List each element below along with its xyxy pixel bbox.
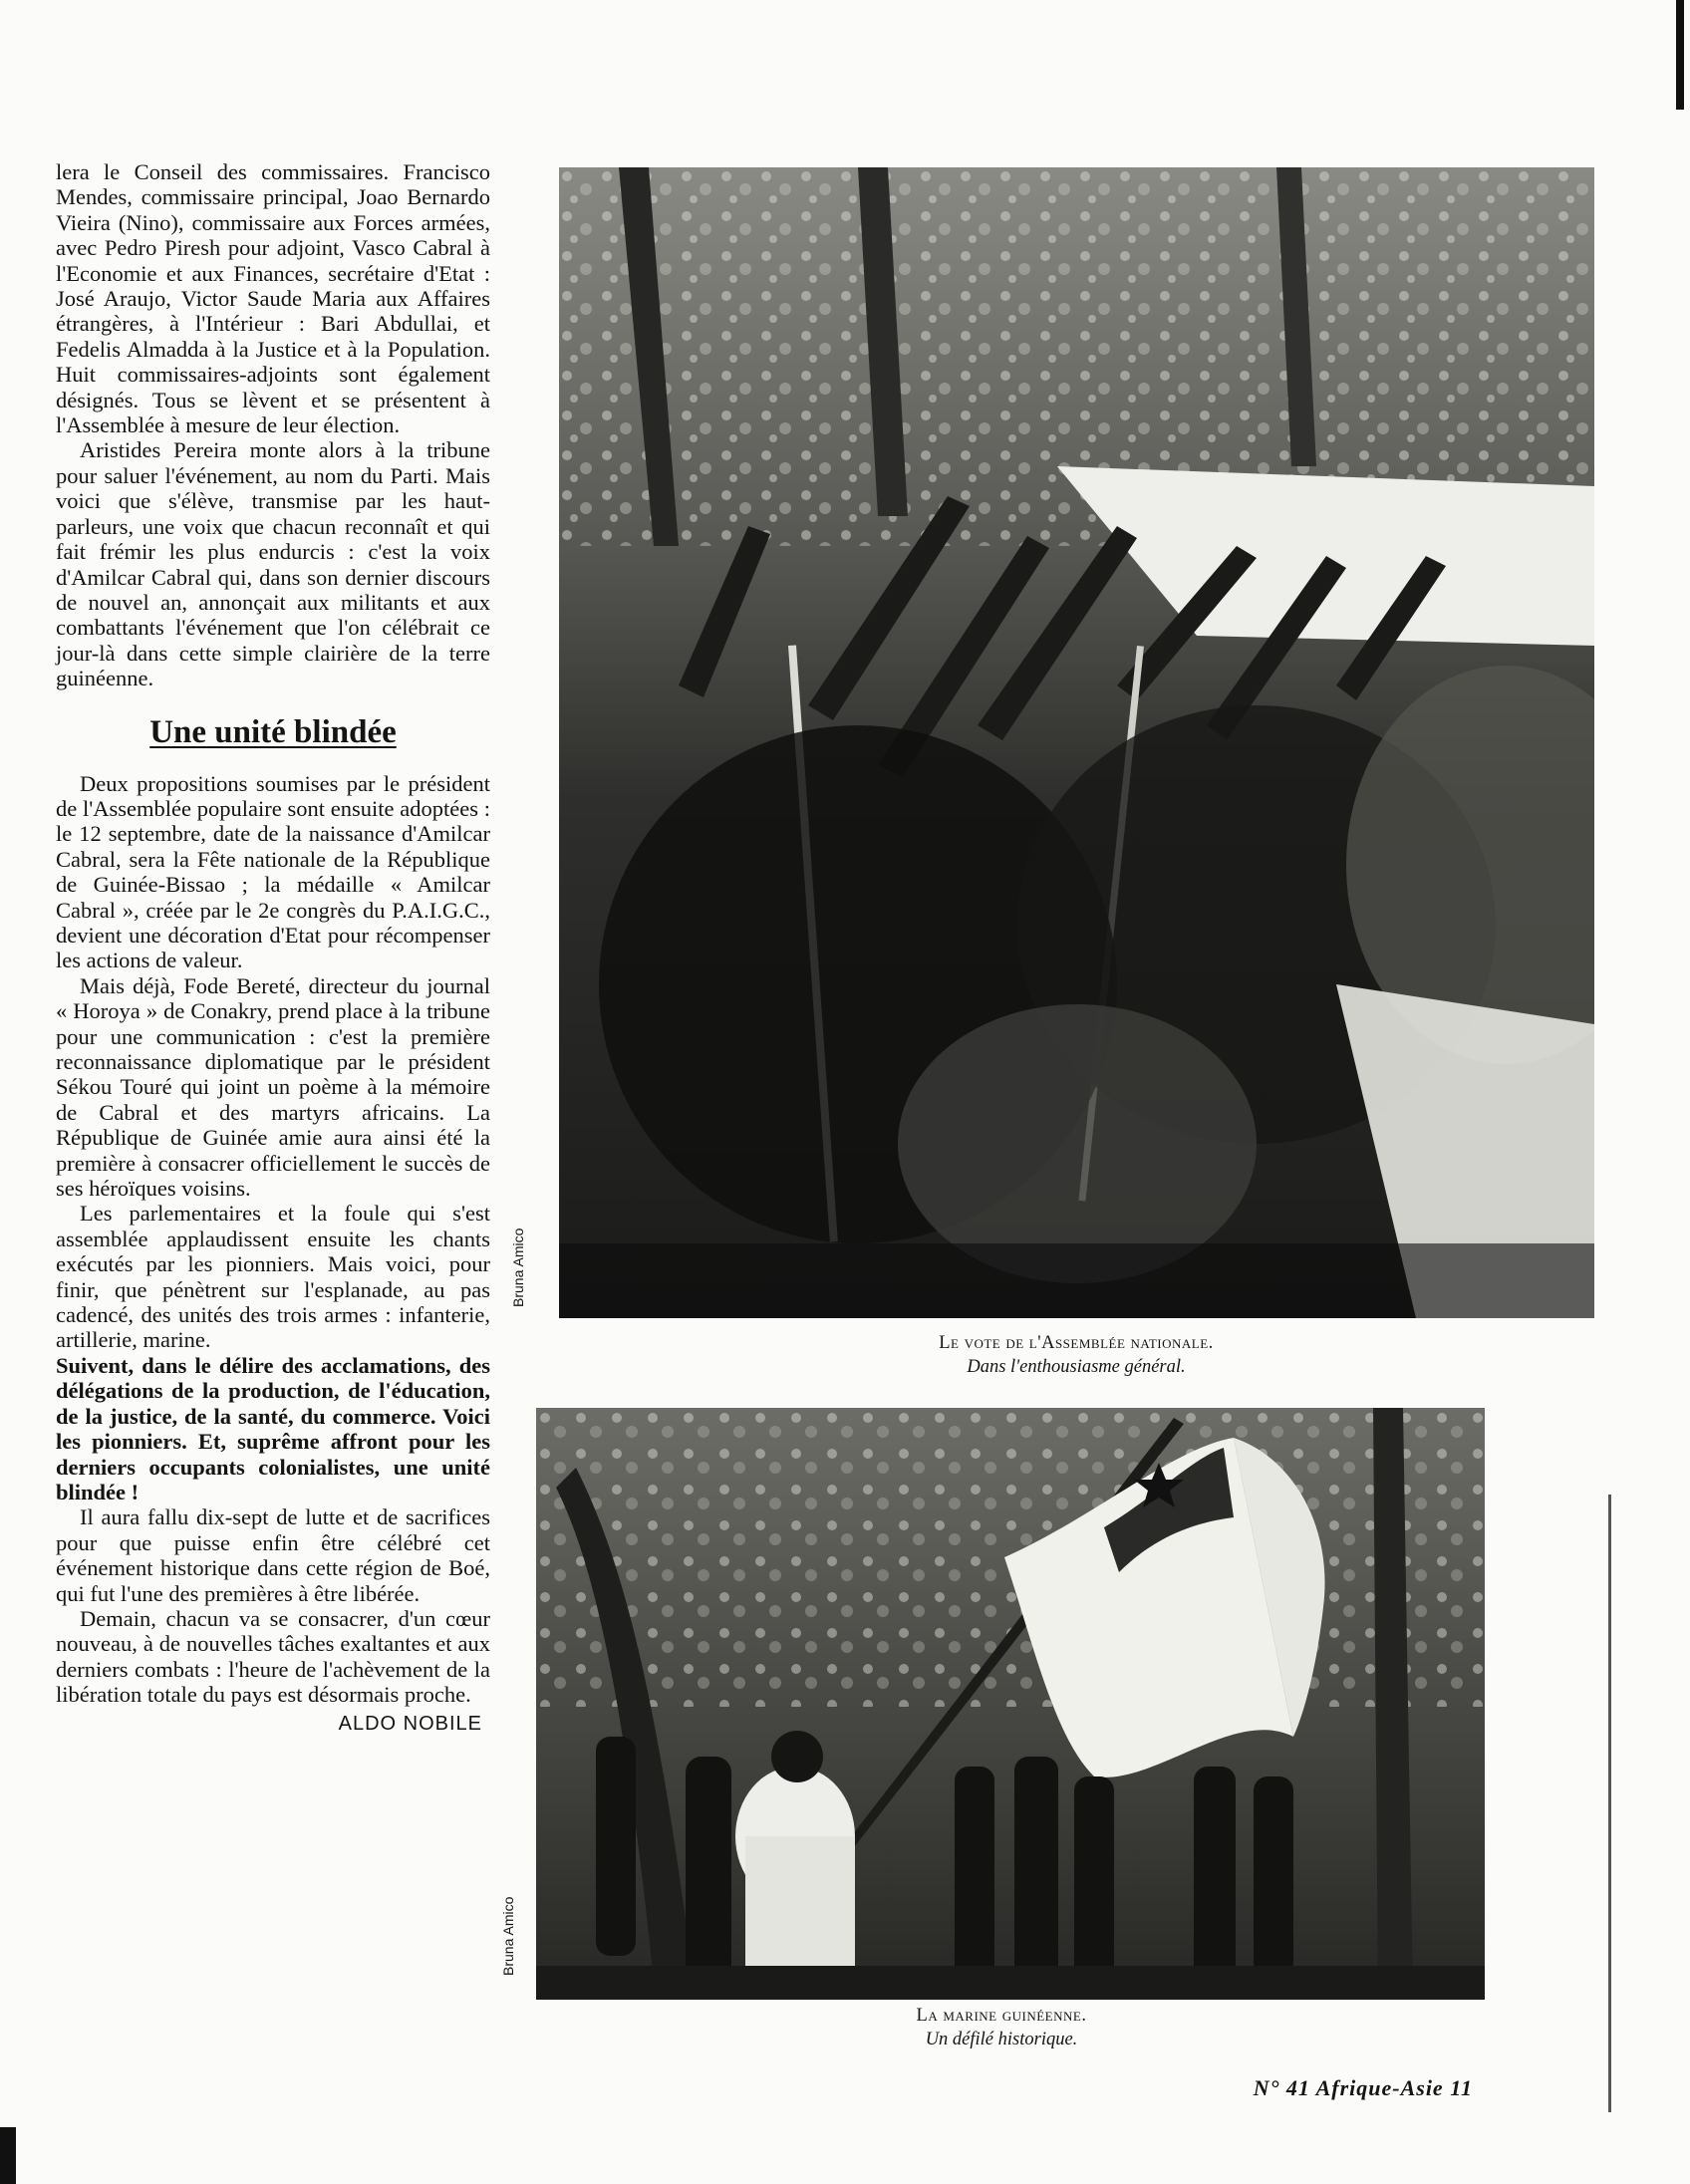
- caption-title: Le vote de l'Assemblée nationale.: [939, 1333, 1214, 1353]
- caption-title: La marine guinéenne.: [916, 2006, 1087, 2026]
- scan-edge-mark: [0, 2127, 16, 2184]
- photo-navy-parade-image: [536, 1408, 1485, 2000]
- article-paragraph: Demain, chacun va se consacrer, d'un cœur nouveau, à de nouvelles tâches exaltantes et aux derniers combats : l'heure de l'achèvement de la libération totale du pays est désormais proche.: [56, 1605, 490, 1708]
- caption-subtitle: Un défilé historique.: [925, 2030, 1078, 2049]
- author-signature: ALDO NOBILE: [338, 1712, 482, 1735]
- photo-assembly-vote-image: [559, 167, 1594, 1318]
- photo-credit: Bruna Amico: [510, 1228, 526, 1307]
- article-bold-paragraph: Suivent, dans le délire des acclamations, des délégations de la production, de l'éducation, de la justice, de la santé, du commerce. Voici les pionniers. Et, suprême affront pour les derniers occupants colonialistes, une unité blindée !: [56, 1352, 490, 1504]
- photo-assembly-vote: [559, 167, 1594, 1318]
- article-paragraph: Il aura fallu dix-sept de lutte et de sacrifices pour que puisse enfin être célébré cet événement historique dans cette région de Boé, qui fut l'une des premières à être libérée.: [56, 1504, 490, 1606]
- article-paragraph: Deux propositions soumises par le président de l'Assemblée populaire sont ensuite adoptées : le 12 septembre, date de la naissance d'Amilcar Cabral, sera la Fête nationale de la République de Guinée-Bissao ; la médaille « Amilcar Cabral », créée par le 2e congrès du P.A.I.G.C., devient une décoration d'Etat pour récompenser les actions de valeur.: [56, 770, 490, 973]
- caption-subtitle: Dans l'enthousiasme général.: [967, 1357, 1186, 1377]
- page-folio: N° 41 Afrique-Asie 11: [1253, 2075, 1473, 2100]
- article-paragraph: Mais déjà, Fode Bereté, directeur du journal « Horoya » de Conakry, prend place à la tribune pour une communication : c'est la première reconnaissance diplomatique par le président Sékou Touré qui joint un poème à la mémoire de Cabral et des martyrs africains. La République de Guinée amie aura ainsi été la première à consacrer officiellement le succès de ses héroïques voisins.: [56, 972, 490, 1202]
- scan-edge-mark: [1608, 1495, 1611, 2112]
- photo-navy-parade: [536, 1408, 1485, 2000]
- scan-edge-mark: [1676, 0, 1684, 110]
- article-paragraph: Aristides Pereira monte alors à la tribune pour saluer l'événement, au nom du Parti. Mais voici que s'élève, transmise par les haut-parleurs, une voix que chacun reconnaît et qui fait frémir les plus endurcis : c'est la voix d'Amilcar Cabral qui, dans son dernier discours de nouvel an, annonçait aux militants et aux combattants l'événement que l'on célébrait ce jour-là dans cette simple clairière de la terre guinéenne.: [56, 437, 490, 691]
- photo-credit: Bruna Amico: [500, 1896, 516, 1976]
- article-paragraph: Les parlementaires et la foule qui s'est assemblée applaudissent ensuite les chants exécutés par les pionniers. Mais voici, pour finir, que pénètrent sur l'esplanade, au pas cadencé, des unités des trois armes : infanterie, artillerie, marine.: [56, 1201, 490, 1353]
- article-column: [56, 159, 490, 1737]
- photo-caption: [752, 2004, 1251, 2051]
- section-subheading: Une unité blindée: [149, 713, 397, 750]
- article-paragraph: lera le Conseil des commissaires. Francisco Mendes, commissaire principal, Joao Bernardo Vieira (Nino), commissaire aux Forces armées, avec Pedro Piresh pour adjoint, Vasco Cabral à l'Economie et aux Finances, secrétaire d'Etat : José Araujo, Victor Saude Maria aux Affaires étrangères, à l'Intérieur : Bari Abdullai, et Fedelis Almadda à la Justice et à la Population. Huit commissaires-adjoints sont également désignés. Tous se lèvent et se présentent à l'Assemblée à mesure de leur élection.: [56, 159, 490, 438]
- photo-caption: [777, 1331, 1375, 1379]
